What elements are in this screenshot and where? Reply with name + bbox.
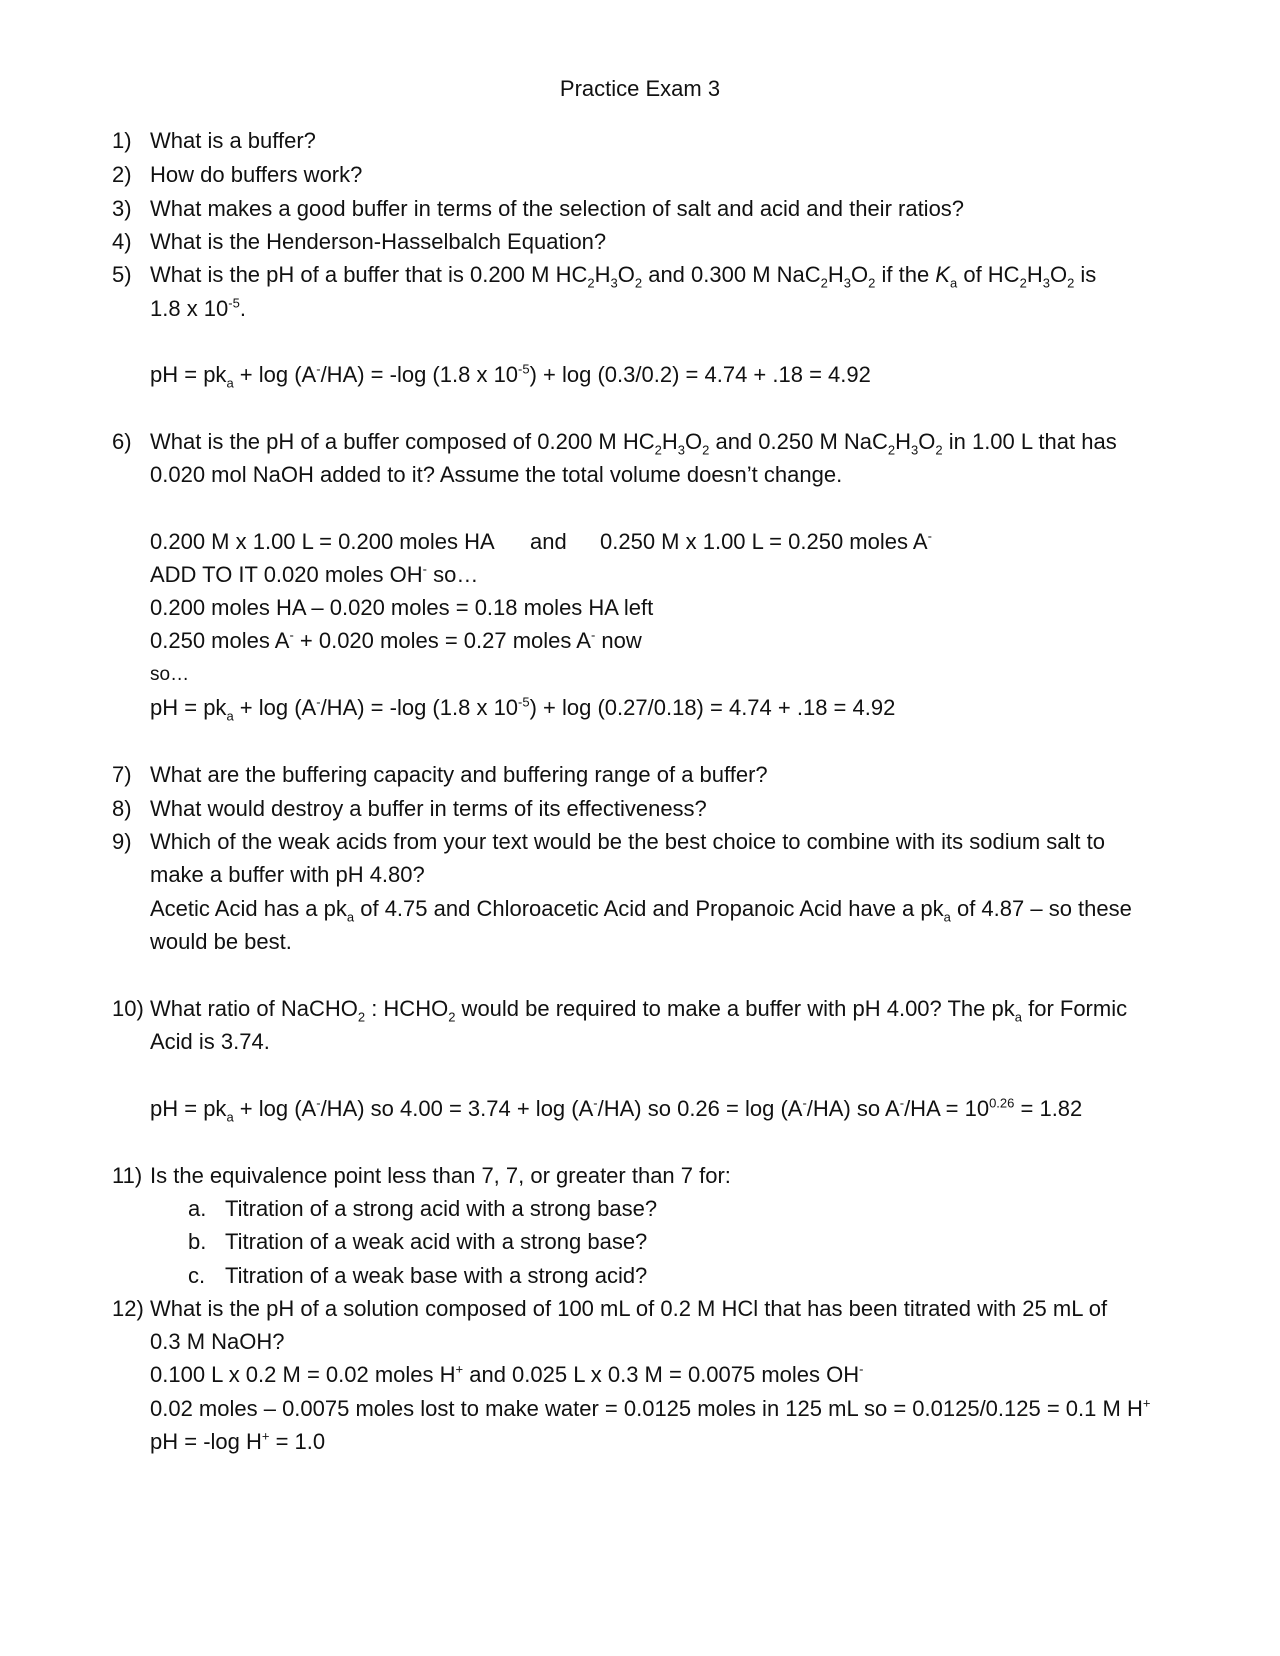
q7-number: 7) (112, 762, 132, 787)
q2-number: 2) (112, 162, 132, 187)
q10-line1: What ratio of NaCHO$_2$ : $HCHO_2$ would be required to make a buffer with pH 4.00? The $pk_a$ for Formic (150, 996, 1128, 1025)
q6-answer-and: and (530, 529, 567, 554)
q12-answer-line3: pH = -log H+ = 1.0 (150, 1428, 326, 1454)
q12-line1: What is the pH of a solution composed of 100 mL of 0.2 M HCl that has been titrated with 25 mL of (150, 1296, 1108, 1321)
q1-text: What is a buffer? (150, 128, 316, 153)
q10-number: 10) (112, 996, 144, 1021)
q6-answer-line2: ADD TO IT 0.020 moles OH- so… (150, 561, 479, 587)
q10-line2: Acid is 3.74. (150, 1029, 270, 1054)
q6-answer-line6: pH = $pk_a + \log (A^-/HA) = -\log$ (1.8 x $10^{-5}) + \log (0.27/0.18) = 4.74 + .18 = 4.92$ (150, 694, 896, 724)
q12-answer-line2: 0.02 moles – 0.0075 moles lost to make water = 0.0125 moles in 125 mL so = 0.0125/0.125 = 0.1 M H+ (150, 1395, 1151, 1421)
q11-c-label: c. (188, 1263, 206, 1288)
q11-a-text: Titration of a strong acid with a strong base? (225, 1196, 658, 1221)
q9-line1: Which of the weak acids from your text would be the best choice to combine with its sodium salt to (150, 829, 1106, 854)
q11-b-text: Titration of a weak acid with a strong base? (225, 1229, 648, 1254)
q1-number: 1) (112, 128, 132, 153)
q6-answer-line1a: 0.200 M x 1.00 L = 0.200 moles HA (150, 529, 495, 554)
q12-number: 12) (112, 1296, 144, 1321)
q11-a-label: a. (188, 1196, 207, 1221)
q4-number: 4) (112, 229, 132, 254)
q9-line2: make a buffer with pH 4.80? (150, 862, 425, 887)
q5-line1: What is the pH of a buffer that is 0.200 M $HC_2H_3O_2$ and 0.300 M $NaC_2H_3O_2$ if the $K_a$ of $HC_2H_3O_2$ is (150, 262, 1097, 291)
q9-number: 9) (112, 829, 132, 854)
q8-number: 8) (112, 796, 132, 821)
q6-answer-line3: 0.200 moles HA – 0.020 moles = 0.18 moles HA left (150, 595, 654, 620)
q11-text: Is the equivalence point less than 7, 7, or greater than 7 for: (150, 1163, 731, 1188)
q7-text: What are the buffering capacity and buffering range of a buffer? (150, 762, 768, 787)
q11-number: 11) (112, 1163, 143, 1188)
q4-text: What is the Henderson-Hasselbalch Equation? (150, 229, 607, 254)
q6-line1: What is the pH of a buffer composed of 0.200 M $HC_2H_3O_2$ and 0.250 M $NaC_2H_3O_2$ in 1.00 L that has (150, 429, 1117, 458)
q9-answer-line2: would be best. (150, 929, 292, 954)
q10-answer: pH = $pk_a + \log (A^-/HA)$ so 4.00 = 3.74 + log (A-/HA) so 0.26 = log (A-/HA) so $A^-/HA = 10^{0.26} = 1.82$ (150, 1095, 1083, 1125)
page-title: Practice Exam 3 (559, 76, 721, 101)
q8-text: What would destroy a buffer in terms of its effectiveness? (150, 796, 707, 821)
q5-line2: 1.8 x $10^{-5}$. (150, 295, 246, 321)
q6-line2: 0.020 mol NaOH added to it? Assume the total volume doesn’t change. (150, 462, 843, 487)
q5-number: 5) (112, 262, 132, 287)
q9-answer-line1: Acetic Acid has a $pk_a$ of 4.75 and Chloroacetic Acid and Propanoic Acid have a $pk_a$ of 4.87 – so these (150, 896, 1132, 925)
q2-text: How do buffers work? (150, 162, 363, 187)
q6-answer-line5: so… (150, 664, 190, 685)
q3-text: What makes a good buffer in terms of the selection of salt and acid and their ratios? (150, 196, 965, 221)
q12-line2: 0.3 M NaOH? (150, 1329, 285, 1354)
q6-answer-line1b: 0.250 M x 1.00 L = 0.250 moles A- (600, 528, 932, 554)
q11-b-label: b. (188, 1229, 207, 1254)
q12-answer-line1: 0.100 L x 0.2 M = 0.02 moles H+ and 0.025 L x 0.3 M = 0.0075 moles OH- (150, 1361, 864, 1387)
q6-answer-line4: 0.250 moles A- + 0.020 moles = 0.27 moles A- now (150, 627, 642, 653)
q3-number: 3) (112, 196, 132, 221)
q6-number: 6) (112, 429, 132, 454)
q5-answer: pH = $pk_a + \log (A^-/HA) = -\log$ (1.8 x $10^{-5}) + \log (0.3/0.2) = 4.74 + .18 = 4.92$ (150, 361, 871, 391)
q11-c-text: Titration of a weak base with a strong acid? (225, 1263, 648, 1288)
